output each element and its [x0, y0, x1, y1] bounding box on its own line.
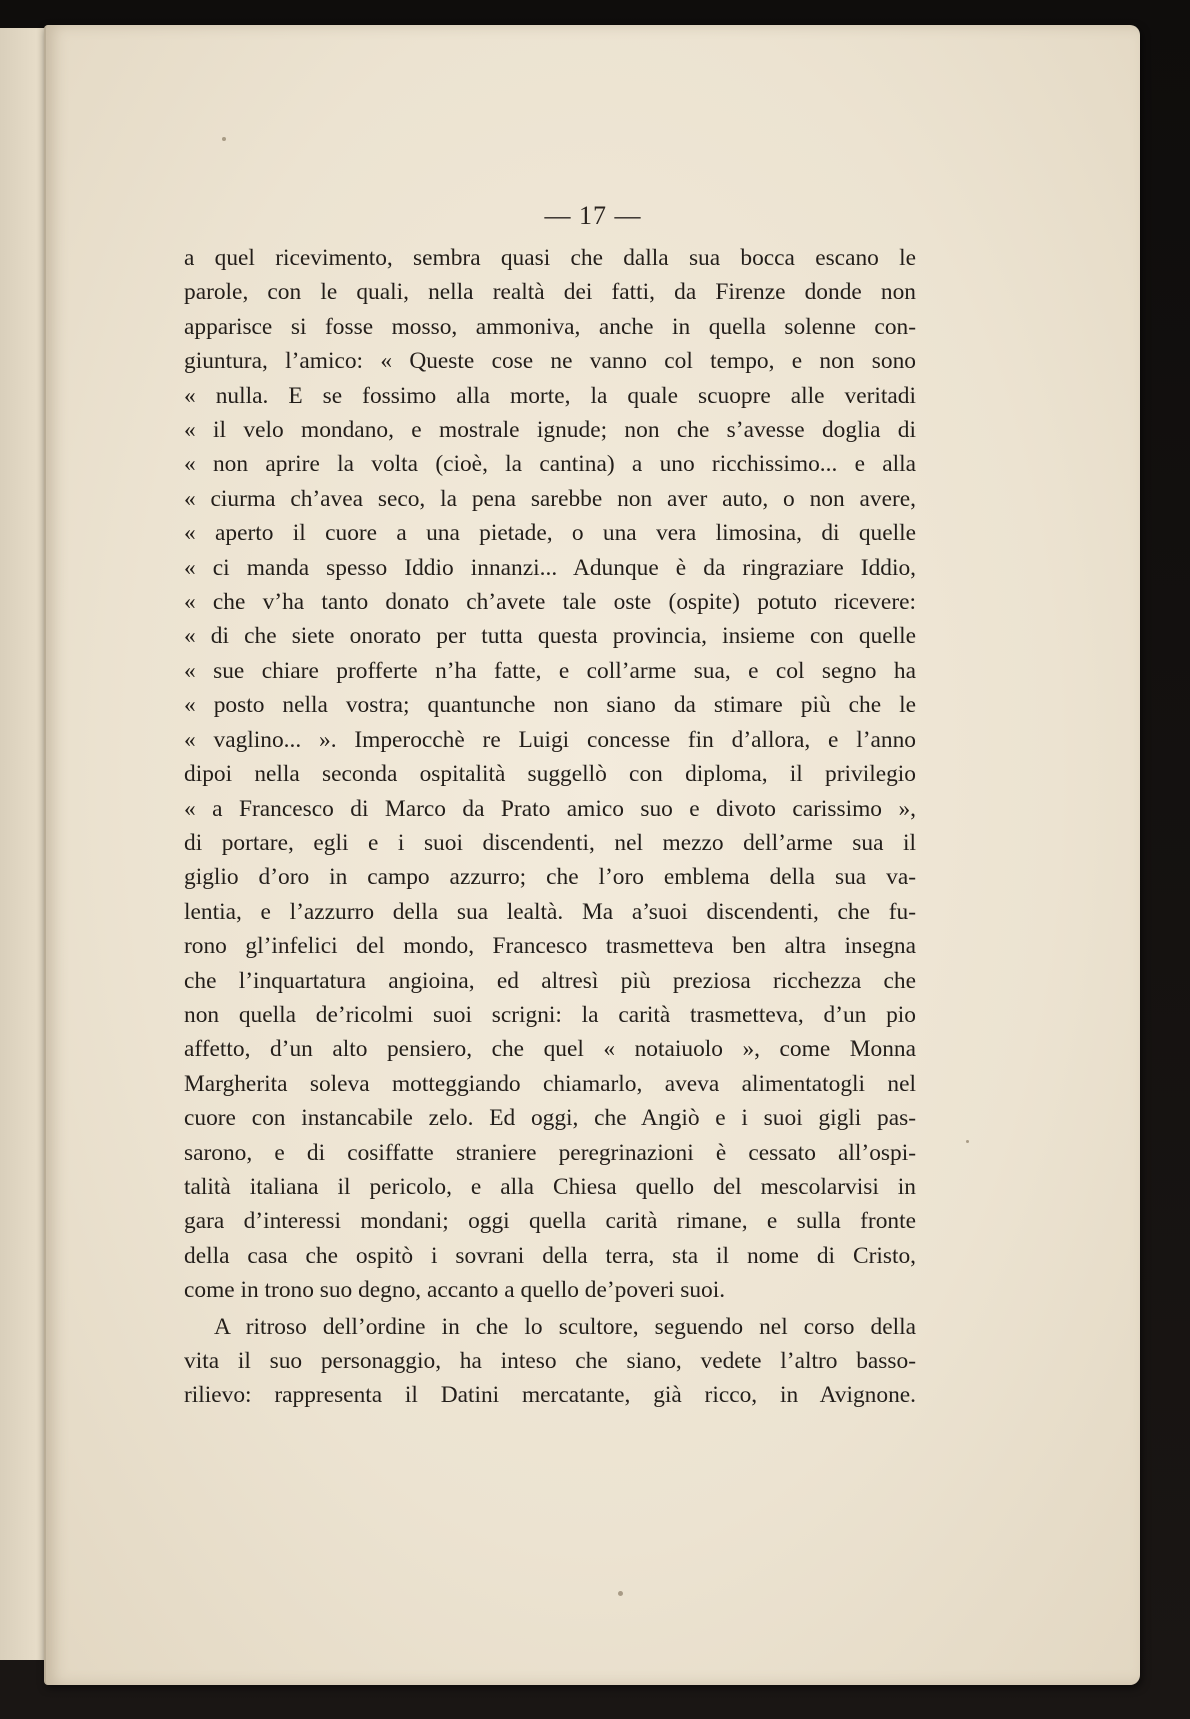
- text-line: « aperto il cuore a una pietade, o una vera limosina, di quelle: [184, 520, 916, 547]
- text-line: rono gl’infelici del mondo, Francesco trasmetteva ben altra insegna: [184, 933, 916, 960]
- text-line: giglio d’oro in campo azzurro; che l’oro emblema della sua va-: [184, 864, 916, 891]
- text-line: « sue chiare profferte n’ha fatte, e coll’arme sua, e col segno ha: [184, 657, 916, 684]
- text-line: vita il suo personaggio, ha inteso che siano, vedete l’altro basso-: [184, 1348, 916, 1374]
- text-line: di portare, egli e i suoi discendenti, nel mezzo dell’arme sua il: [184, 829, 916, 856]
- text-line: gara d’interessi mondani; oggi quella carità rimane, e sulla fronte: [184, 1208, 916, 1235]
- text-line: « a Francesco di Marco da Prato amico suo e divoto carissimo »,: [184, 795, 916, 822]
- text-line: a quel ricevimento, sembra quasi che dalla sua bocca escano le: [184, 245, 916, 271]
- paper-speck: [966, 1140, 969, 1143]
- text-line: « posto nella vostra; quantunche non siano da stimare più che le: [184, 692, 916, 719]
- text-line: « nulla. E se fossimo alla morte, la quale scuopre alle veritadi: [184, 382, 916, 409]
- text-line: « vaglino... ». Imperocchè re Luigi concesse fin d’allora, e l’anno: [184, 726, 916, 753]
- body-text: [184, 241, 916, 1413]
- text-line: che l’inquartatura angioina, ed altresì più preziosa ricchezza che: [184, 967, 916, 994]
- text-line: lentia, e l’azzurro della sua lealtà. Ma a’suoi discendenti, che fu-: [184, 898, 916, 925]
- text-line: « che v’ha tanto donato ch’avete tale oste (ospite) potuto ricevere:: [184, 589, 916, 616]
- text-line: « il velo mondano, e mostrale ignude; non che s’avesse doglia di: [184, 417, 916, 444]
- text-line: « ci manda spesso Iddio innanzi... Adunque è da ringraziare Iddio,: [184, 554, 916, 581]
- text-line: sarono, e di cosiffatte straniere peregrinazioni è cessato all’ospi-: [184, 1139, 916, 1166]
- page-number: — 17 —: [544, 201, 642, 230]
- text-line: cuore con instancabile zelo. Ed oggi, che Angiò e i suoi gigli pas-: [184, 1105, 916, 1132]
- text-line: della casa che ospitò i sovrani della terra, sta il nome di Cristo,: [184, 1242, 916, 1269]
- text-line: rilievo: rappresenta il Datini mercatante, già ricco, in Avignone.: [184, 1382, 916, 1409]
- paper-speck: [222, 137, 226, 141]
- text-line: Margherita soleva motteggiando chiamarlo, aveva alimentatogli nel: [184, 1070, 916, 1097]
- text-line: talità italiana il pericolo, e alla Chiesa quello del mescolarvisi in: [184, 1173, 916, 1200]
- text-line: apparisce si fosse mosso, ammoniva, anche in quella solenne con-: [184, 313, 916, 340]
- text-line: dipoi nella seconda ospitalità suggellò con diploma, il privilegio: [184, 761, 916, 788]
- text-line: « ciurma ch’avea seco, la pena sarebbe non aver auto, o non avere,: [184, 485, 916, 512]
- text-line: parole, con le quali, nella realtà dei fatti, da Firenze donde non: [184, 279, 916, 306]
- text-line: A ritroso dell’ordine in che lo scultore, seguendo nel corso della: [214, 1313, 916, 1340]
- text-line: « di che siete onorato per tutta questa provincia, insieme con quelle: [184, 623, 916, 650]
- text-line: non quella de’ricolmi suoi scrigni: la carità trasmetteva, d’un pio: [184, 1001, 916, 1028]
- text-line: « non aprire la volta (cioè, la cantina) a uno ricchissimo... e alla: [184, 451, 916, 478]
- text-line: giuntura, l’amico: « Queste cose ne vanno col tempo, e non sono: [184, 348, 916, 375]
- paper-speck: [618, 1591, 623, 1596]
- book-page: [44, 25, 1140, 1685]
- text-line: affetto, d’un alto pensiero, che quel « notaiuolo », come Monna: [184, 1036, 916, 1063]
- text-line: come in trono suo degno, accanto a quello de’poveri suoi.: [184, 1277, 726, 1304]
